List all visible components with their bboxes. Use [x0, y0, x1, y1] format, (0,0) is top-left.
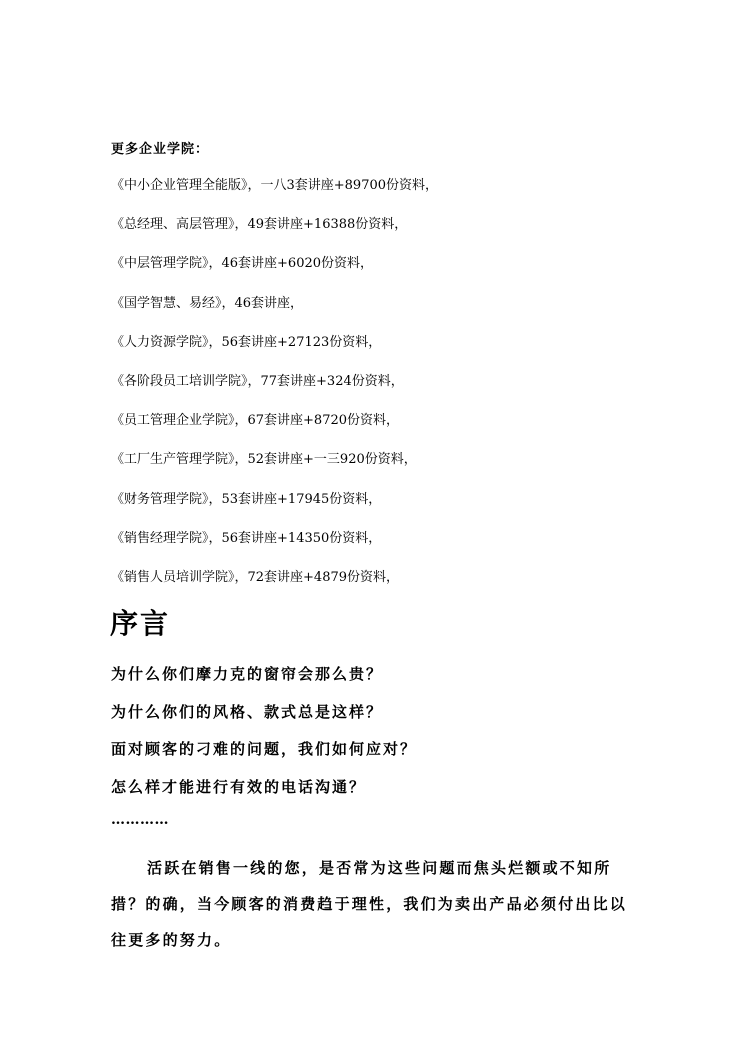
- course-item: 《财务管理学院》，53套讲座+17945份资料，: [111, 491, 382, 507]
- course-item: 《总经理、高层管理》，49套讲座+16388份资料，: [111, 217, 408, 233]
- course-item: 《中层管理学院》，46套讲座+6020份资料，: [111, 256, 374, 272]
- course-list: [111, 176, 438, 607]
- course-item: 《人力资源学院》，56套讲座+27123份资料，: [111, 334, 382, 350]
- question-item: 面对顾客的刁难的问题，我们如何应对？: [111, 740, 418, 758]
- more-colleges-heading: 更多企业学院：: [111, 142, 210, 157]
- question-item: 为什么你们的风格、款式总是这样？: [111, 702, 384, 721]
- course-item: 《销售人员培训学院》，72套讲座+4879份资料，: [111, 569, 400, 585]
- course-item: 《国学智慧、易经》，46套讲座，: [111, 295, 304, 311]
- question-item: 怎么样才能进行有效的电话沟通？: [111, 777, 367, 796]
- preface-paragraph: 活跃在销售一线的您，是否常为这些问题而焦头烂额或不知所措？的确，当今顾客的消费趋于理性，我们为卖出产品必须付出比以往更多的努力。: [111, 859, 628, 949]
- ellipsis: …………: [111, 812, 169, 828]
- preface-title: 序言: [110, 607, 171, 640]
- course-item: 《各阶段员工培训学院》，77套讲座+324份资料，: [111, 373, 404, 389]
- course-item: 《员工管理企业学院》，67套讲座+8720份资料，: [111, 413, 400, 429]
- question-list: [111, 662, 417, 812]
- course-item: 《销售经理学院》，56套讲座+14350份资料，: [111, 530, 382, 546]
- question-item: 为什么你们摩力克的窗帘会那么贵？: [111, 665, 384, 683]
- course-item: 《中小企业管理全能版》，一八3套讲座+89700份资料，: [111, 178, 439, 193]
- course-item: 《工厂生产管理学院》，52套讲座+一三920份资料，: [111, 452, 417, 468]
